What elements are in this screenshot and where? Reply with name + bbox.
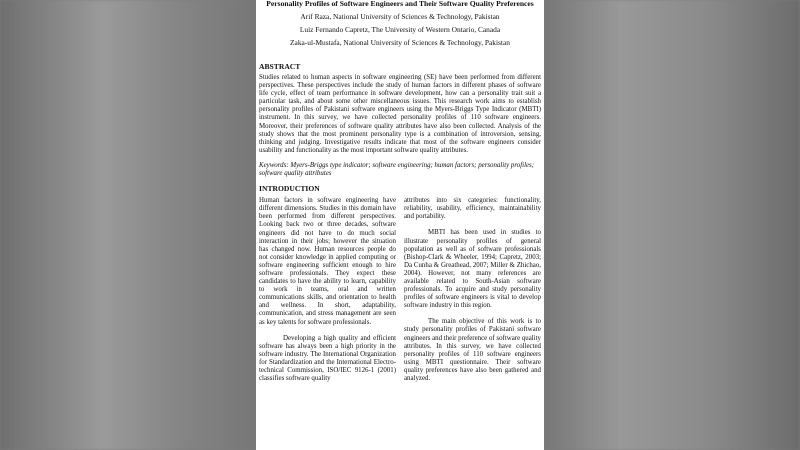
right-column — [404, 197, 541, 383]
left-column — [259, 197, 396, 383]
paper-page — [256, 0, 544, 450]
author-1: Arif Raza, National University of Sciences & Technology, Pakistan — [300, 12, 500, 21]
blurred-background-right — [544, 0, 800, 450]
right-paragraph-3: The main objective of this work is to study personality profiles of Pakistani software engineers and their preference of software quality attributes. In this survey, we have collected personality profiles of 110 software engineers using MBTI questionnaire. Their software quality preferences have also been gathered and analyzed. — [404, 318, 541, 382]
right-paragraph-2: MBTI has been used in studies to illustrate personality profiles of general population as well as of software professionals (Bishop-Clark & Wheeler, 1994; Capretz, 2003; Da Cunha & Greathead, 2007; Miller & Zhichao, 2004). However, not many references are available related to South-Asian software professionals. To acquire and study personality profiles of software engineers is vital to develop software industry in this region. — [404, 229, 541, 310]
abstract-text: Studies related to human aspects in software engineering (SE) have been performed from different perspectives. These perspectives include the study of human factors in different phases of software life cycle, effect of team performance in software development, how can a personality trait suit a particular task, and about some other miscellaneous issues. This research work aims to establish personality profiles of Pakistani software engineers using the Myers-Briggs Type Indicator (MBTI) instrument. In this survey, we have collected personality profiles of 110 software engineers. Moreover, their preferences of software quality attributes have also been collected. Analysis of the study shows that the most prominent personality type is a combination of introversion, sensing, thinking and judging. Investigative results indicate that most of the software engineers consider usability and functionality as the most important software quality attributes. — [259, 74, 541, 154]
left-paragraph-1: Human factors in software engineering have different dimensions. Studies in this domain have been performed from different perspectives. Looking back two or three decades, software engineers did not have to do much social interaction in their jobs; however the situation has changed now. Human resources people do not consider knowledge in applied computing or software engineering sufficient enough to hire software professionals. They expect these candidates to have the ability to learn, capability to work in teams, oral and written communications skills, and orientation to health and wellness. In short, adaptability, communication, and stress management are seen as key talents for software professionals. — [259, 197, 396, 326]
author-2: Luiz Fernando Capretz, The University of Western Ontario, Canada — [299, 25, 501, 34]
introduction-heading: INTRODUCTION — [259, 184, 320, 194]
author-3: Zaka-ul-Mustafa, National University of Sciences & Technology, Pakistan — [290, 38, 510, 47]
left-paragraph-2: Developing a high quality and efficient software has always been a high priority in the software industry. The International Organization for Standardization and the International Electro-technical Commission, ISO/IEC 9126-1 (2001) classifies software quality — [259, 334, 396, 383]
two-column-body — [259, 197, 541, 383]
paper-title: Personality Profiles of Software Engineers and Their Software Quality Preferences — [266, 0, 534, 8]
abstract-heading: ABSTRACT — [259, 62, 301, 71]
keywords: Keywords: Myers-Briggs type indicator; software engineering; human factors; personality profiles; software quality attributes — [259, 161, 535, 178]
blurred-background-left — [0, 0, 256, 450]
right-paragraph-1: attributes into six categories: functionality, reliability, usability, efficiency, maintainability and portability. — [404, 197, 541, 221]
author-list — [259, 10, 541, 49]
